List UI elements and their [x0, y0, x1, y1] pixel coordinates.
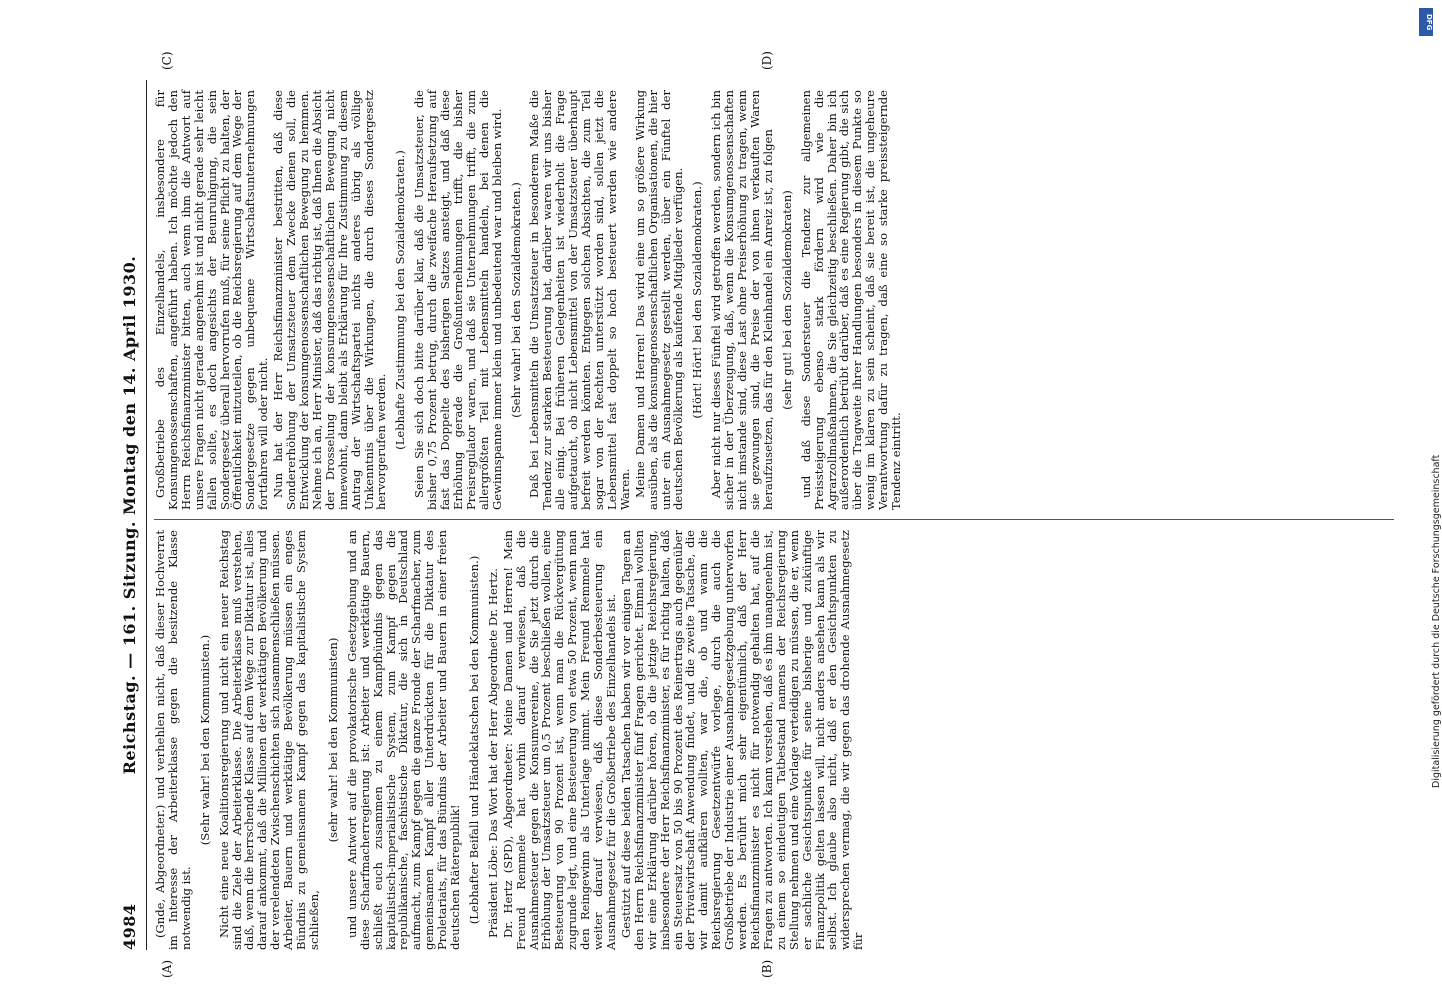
interjection: (Sehr wahr! bei den Sozialdemokraten.)	[508, 182, 523, 418]
interjection: (sehr wahr! bei den Kommunisten)	[325, 637, 340, 843]
marker-d: (D)	[760, 51, 774, 70]
paragraph: Nun hat der Herr Reichsfinanzminister bestritten, daß diese Sondererhöhung der Umsatzsteuer dem Zwecke dienen soll, die Entwicklung der konsumgenossenschaftlichen Bewegung zu hemmen. Nehme ich an, Herr Minister, daß das richtig ist, daß Ihnen die Absicht der Drosselung der konsumgenossenschaftlichen Bewegung nicht innewohnt, dann bleibt als Erklärung für Ihre Zustimmung zu diesem Antrag der Wirtschaftspartei nichts anderes übrig als völlige Unkenntnis über die Wirkungen, die durch dieses Sondergesetz hervorgerufen werden.	[271, 90, 389, 510]
paragraph: Seien Sie sich doch bitte darüber klar, daß die Umsatzsteuer, die bisher 0,75 Prozent betrug, durch die zweifache Heraufsetzung auf fast das Doppelte des bisherigen Satzes ansteigt, und daß diese Erhöhung gerade die Großunternehmungen trifft, die bisher Preisregulator waren, und daß sie Unternehmungen trifft, die zum allergrößten Teil mit Lebensmitteln handeln, bei denen die Gewinnspanne immer klein und unbedeutend war und bleiben wird.	[412, 90, 504, 510]
interjection: (Sehr wahr! bei den Kommunisten.)	[197, 634, 212, 846]
credit-text: Digitalisierung gefördert durch die Deutsche Forschungsgemeinschaft	[1431, 454, 1442, 788]
page-header	[120, 80, 142, 950]
rotated-content	[120, 51, 1410, 978]
interjection: (sehr gut! bei den Sozialdemokraten)	[779, 190, 794, 410]
paragraph: Daß bei Lebensmitteln die Umsatzsteuer in besonderem Maße die Tendenz zur starken Besteuerung hat, darüber waren wir uns bisher alle einig. Bei früheren Gelegenheiten ist wiederholt die Frage aufgetaucht, ob nicht Lebensmittel von der Umsatzsteuer überhaupt befreit werden könnten. Entgegen solchen Absichten, die zum Teil sogar von der Rechten unterstützt worden sind, sollen jetzt die Lebensmittel fast doppelt so hoch besteuert werden wie andere Waren.	[527, 90, 632, 510]
right-column	[154, 90, 905, 510]
paragraph: Großbetriebe des Einzelhandels, insbesondere für Konsumgenossenschaften, angeführt haben. Ich möchte jedoch den Herrn Reichsfinanzminister bitten, auch wenn ihm die Antwort auf unsere Fragen nicht gerade angenehm ist und nicht gerade sehr leicht fallen sollte, es doch angesichts der Beunruhigung, die sein Sondergesetz überall hervorrufen muß, für seine Pflicht zu halten, der Öffentlichkeit mitzuteilen, ob die Reichsregierung auf dem Wege der Sondergesetze gegen unbequeme Wirtschaftsunternehmungen fortfahren will oder nicht.	[153, 90, 271, 510]
paragraph: Nicht eine neue Koalitionsregierung und nicht ein neuer Reichstag sind die Ziele der Arbeiterklasse. Die Arbeiterklasse muß verstehen, daß, wenn die herrschende Klasse auf dem Wege zur Diktatur ist, alles darauf ankommt, daß die Millionen der werktätigen Bevölkerung und der verelendeten Zwischenschichten sich zusammenschließen müssen. Arbeiter, Bauern und werktätige Bevölkerung müssen ein enges Bündnis zu gemeinsamem Kampf gegen das kapitalistische System schließen,	[216, 530, 321, 950]
paragraph: Aber nicht nur dieses Fünftel wird getroffen werden, sondern ich bin sicher in der Überzeugung, daß, wenn die Konsumgenossenschaften nicht imstande sind, diese Last ohne Preiserhöhung zu tragen, wenn sie gezwungen sind, die Preise der von ihnen verkauften Waren heraufzusetzen, das für den Kleinhandel ein Anreiz ist, zu folgen	[709, 90, 775, 510]
interjection: (Lebhafte Zustimmung bei den Sozialdemokraten.)	[393, 150, 408, 450]
header-rule	[146, 80, 147, 950]
paragraph: (Gnde, Abgeordneter.) und verhehlen nicht, daß dieser Hochverrat im Interesse der Arbeiterklasse gegen die besitzende Klasse notwendig ist.	[153, 530, 193, 950]
column-divider	[154, 519, 1394, 520]
paragraph: und daß diese Sondersteuer die Tendenz zur allgemeinen Preissteigerung ebenso stark fördern wird wie die Agrarzollmaßnahmen, die Sie gleichzeitig beschließen. Daher bin ich außerordentlich betrübt darüber, daß es eine Regierung gibt, die sich über die Tragweite ihrer Handlungen besonders in diesem Punkte so wenig im klaren zu sein scheint, daß sie bereit ist, die ungeheure Verantwortung dafür zu tragen, daß eine so starke preissteigernde Tendenz eintritt.	[798, 90, 904, 510]
marker-b: (B)	[760, 959, 774, 978]
paragraph: Gestützt auf diese beiden Tatsachen haben wir vor einigen Tagen an den Herrn Reichsfinanzminister fünf Fragen gerichtet. Einmal wollten wir eine Erklärung darüber hören, ob die jetzige Reichsregierung, insbesondere der Herr Reichsfinanzminister, es für richtig halten, daß ein Steuersatz von 50 bis 90 Prozent des Reinertrags auch gegenüber der Privatwirtschaft Anwendung findet, und die zweite Tatsache, die wir damit aufklären wollten, war die, ob und wann die Reichsregierung Gesetzentwürfe vorlege, durch die auch die Großbetriebe der Industrie einer Ausnahmegesetzgebung unterworfen werden. Es berührt mich sehr eigentümlich, daß der Herr Reichsfinanzminister es nicht für notwendig gehalten hat, auf die Fragen zu antworten. Ich kann verstehen, daß es ihm unangenehm ist, zu einem so eindeutigen Tatbestand namens der Reichsregierung Stellung nehmen und eine Vorlage verteidigen zu müssen, die er, wenn er sachliche Gesichtspunkte für seine bisherige und zukünftige Finanzpolitik gelten lassen will, nicht anders ansehen kann als wir selbst. Ich glaube also nicht, daß er den Gesichtspunkten zu widersprechen vermag, die wir gegen das drohende Ausnahmegesetz für	[618, 530, 866, 950]
paragraph: und unsere Antwort auf die provokatorische Gesetzgebung und an diese Scharfmacherregierung ist: Arbeiter und werktätige Bauern, schließt euch zusammen zu einem Kampfbündnis gegen das kapitalistisch-imperialistische System, zum Kampf gegen die republikanische, faschistische Diktatur, die sich in Deutschland aufmacht, zum Kampf gegen die ganze Fronde der Scharfmacher, zum gemeinsamen Kampf aller Unterdrückten für die Diktatur des Proletariats, für das Bündnis der Arbeiter und Bauern in einer freien deutschen Räterepublik!	[344, 530, 463, 950]
page-title: Reichstag. — 161. Sitzung. Montag den 14. April 1930.	[120, 255, 139, 775]
page-number: 4984	[120, 903, 139, 950]
marker-a: (A)	[160, 959, 174, 978]
credit-sidebar	[1417, 8, 1442, 998]
interjection: (Lebhafter Beifall und Händeklatschen bei den Kommunisten.)	[466, 555, 481, 925]
dfg-logo: DFG	[1419, 8, 1433, 36]
paragraph: Dr. Hertz (SPD), Abgeordneter: Meine Damen und Herren! Mein Freund Remmele hat vorhin darauf verwiesen, daß die Ausnahmesteuer gegen die Konsumvereine, die Sie jetzt durch die Erhöhung der Umsatzsteuer um 0,5 Prozent beschließen wollen, eine Besteuerung von 90 Prozent ist, wenn man die Rückvergütung zugrunde legt, und eine Besteuerung von etwa 50 Prozent, wenn man den Reingewinn als Unterlage nimmt. Mein Freund Remmele hat weiter darauf verwiesen, daß diese Sonderbesteuerung ein Ausnahmegesetz für die Großbetriebe des Einzelhandels ist.	[500, 530, 618, 950]
paragraph: Präsident Löbe: Das Wort hat der Herr Abgeordnete Dr. Hertz.	[485, 568, 500, 938]
marker-c: (C)	[160, 51, 174, 70]
paragraph: Meine Damen und Herren! Das wird eine um so größere Wirkung ausüben, als die konsumgenossenschaftlichen Organisationen, die hier unter ein Ausnahmegesetz gestellt werden, über ein Fünftel der deutschen Bevölkerung als kaufende Mitglieder verfügen.	[632, 90, 686, 510]
interjection: (Hört! Hört! bei den Sozialdemokraten.)	[690, 181, 705, 419]
left-column	[154, 530, 867, 950]
